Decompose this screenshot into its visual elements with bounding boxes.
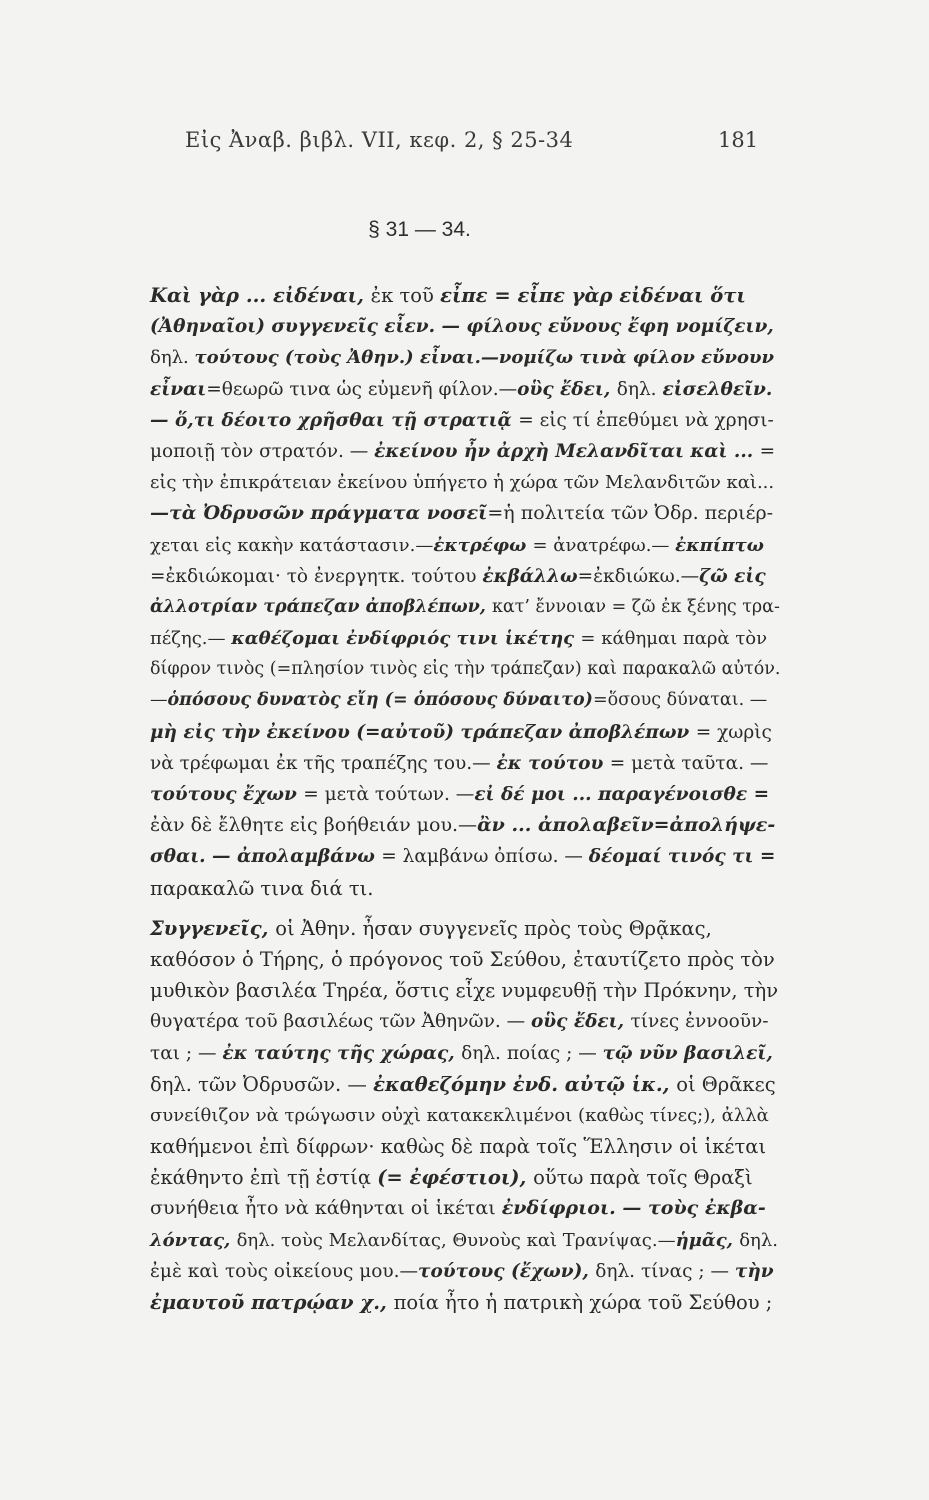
- text-line: [150, 498, 774, 529]
- text-line: [150, 841, 776, 872]
- text-line: [150, 1131, 765, 1162]
- lemma-text: ἐμαυτοῦ πατρῴαν χ.,: [150, 1291, 394, 1314]
- text-line: [150, 1162, 765, 1193]
- text-line: [150, 810, 776, 841]
- text-line: [150, 623, 768, 654]
- text-line: [150, 1193, 765, 1224]
- lemma-text: (= ἐφέστιοι),: [377, 1166, 534, 1190]
- lemma-text: εἰ δέ μοι ... παραγένοισθε =: [474, 784, 770, 805]
- gloss-text: =ἡ πολιτεία τῶν Ὀδρ. περιέρ-: [487, 502, 774, 525]
- gloss-text: πέζης.—: [150, 628, 232, 650]
- section-heading-text: § 31 — 34.: [368, 218, 471, 241]
- gloss-text: ἐκ τοῦ: [370, 284, 441, 307]
- gloss-text: οἱ Ἀθην. ἦσαν συγγενεῖς πρὸς τοὺς Θρᾷκας,: [275, 916, 712, 940]
- text-line: [150, 717, 772, 748]
- lemma-text: ἐκ τούτου: [496, 752, 610, 774]
- text-line: [150, 374, 773, 405]
- lemma-text: ἐκπίπτω: [675, 534, 764, 556]
- lemma-text: ἐκ ταύτης τῆς χώρας,: [222, 1042, 462, 1064]
- gloss-text: εἰς τὴν ἐπικράτειαν ἐκείνου ὑπήγετο ἡ χώρα τῶν Μελανδιτῶν καὶ...: [150, 472, 775, 494]
- gloss-text: μυθικὸν βασιλέα Τηρέα, ὅστις εἶχε νυμφευθῇ τὴν Πρόκνην, τὴν: [150, 979, 779, 1003]
- lemma-text: ἐκείνου ἦν ἀρχὴ Μελανδῖται καὶ ...: [374, 440, 760, 462]
- lemma-text: ὁπόσους δυνατὸς εἴη (= ὁπόσους δύναιτο): [167, 690, 593, 711]
- text-line: [150, 436, 776, 467]
- text-line: [150, 873, 765, 904]
- gloss-text: = μετὰ τούτων. —: [303, 784, 475, 805]
- gloss-text: = κάθημαι παρὰ τὸν: [580, 628, 768, 650]
- gloss-text: τίνες ἐννοοῦν-: [630, 1011, 769, 1033]
- text-line: [150, 467, 775, 498]
- lemma-text: ἐνδίφριοι. — τοὺς ἐκβα-: [501, 1197, 766, 1220]
- lemma-text: —τὰ Ὀδρυσῶν πράγματα νοσεῖ: [150, 502, 488, 525]
- text-line: [150, 1287, 773, 1318]
- text-line: [150, 1100, 769, 1131]
- gloss-text: ἐκάθηντο ἐπὶ τῇ ἑστίᾳ: [150, 1166, 378, 1190]
- text-line: [150, 342, 774, 373]
- gloss-text: δηλ.: [150, 347, 195, 369]
- gloss-text: ται ; —: [150, 1042, 223, 1064]
- gloss-text: =θεωρῶ τινα ὡς εὐμενῆ φίλον.—: [206, 378, 518, 400]
- gloss-text: θυγατέρα τοῦ βασιλέως τῶν Ἀθηνῶν. —: [150, 1011, 531, 1033]
- gloss-text: =ὅσους δύναται. —: [592, 690, 768, 711]
- gloss-text: δηλ. ποίας ; —: [461, 1042, 603, 1064]
- lemma-text: εἶναι: [150, 378, 207, 400]
- gloss-text: =ἐκδιώκομαι· τὸ ἐνεργητκ. τούτου: [150, 565, 483, 587]
- gloss-text: = μετὰ ταῦτα. —: [609, 752, 769, 774]
- gloss-text: =ἐκδιώκω.—: [577, 565, 700, 587]
- lemma-text: δέομαί τινός τι =: [588, 846, 776, 868]
- text-line: [150, 592, 780, 623]
- gloss-text: οὕτω παρὰ τοῖς Θραξὶ: [533, 1166, 753, 1190]
- text-line: [150, 530, 765, 561]
- text-line: [150, 685, 768, 716]
- section-heading: [0, 218, 929, 242]
- gloss-text: = ἀνατρέφω.—: [532, 534, 676, 556]
- commentary-paragraph-2: [150, 913, 779, 1318]
- text-line: [150, 748, 769, 779]
- page-number: 181: [718, 128, 759, 152]
- text-line: [150, 280, 765, 311]
- lemma-text: — ὅ,τι δέοιτο χρῆσθαι τῇ στρατιᾷ: [150, 409, 519, 431]
- text-line: [150, 654, 781, 685]
- text-line: [150, 779, 770, 810]
- lemma-text: ἀλλοτρίαν τράπεζαν ἀποβλέπων,: [150, 596, 492, 617]
- text-line: [150, 975, 779, 1006]
- lemma-text: εἰσελθεῖν.: [662, 378, 773, 400]
- lemma-text: τὴν: [734, 1260, 774, 1282]
- lemma-text: μὴ εἰς τὴν ἐκείνου (=αὐτοῦ) τράπεζαν ἀποβλέπων: [150, 721, 696, 743]
- text-line: [150, 1225, 778, 1256]
- gloss-text: δηλ.: [616, 378, 663, 400]
- gloss-text: ἐμὲ καὶ τοὺς οἰκείους μου.—: [150, 1260, 419, 1282]
- gloss-text: παρακαλῶ τινα διά τι.: [150, 876, 374, 900]
- text-line: [150, 311, 774, 342]
- gloss-text: δηλ.: [739, 1229, 778, 1251]
- gloss-text: συνήθεια ἦτο νὰ κάθηνται οἱ ἱκέται: [150, 1197, 502, 1220]
- lemma-text: σθαι. — ἀπολαμβάνω: [150, 846, 382, 868]
- lemma-text: οὓς ἔδει,: [530, 1011, 631, 1033]
- running-head: Εἰς Ἀναβ. βιβλ. VII, κεφ. 2, § 25-34: [185, 128, 574, 152]
- lemma-text: (Ἀθηναῖοι) συγγενεῖς εἶεν. — φίλους εὔνους ἔφη νομίζειν,: [150, 316, 774, 338]
- gloss-text: δηλ. τίνας ; —: [595, 1260, 735, 1282]
- lemma-text: ἡμᾶς,: [675, 1229, 740, 1251]
- lemma-text: ἐκαθεζόμην ἐνδ. αὐτῷ ἱκ.,: [373, 1072, 677, 1096]
- gloss-text: καθήμενοι ἐπὶ δίφρων· καθὼς δὲ παρὰ τοῖς Ἕλλησιν οἱ ἱκέται: [150, 1135, 767, 1159]
- gloss-text: = εἰς τί ἐπεθύμει νὰ χρησι-: [518, 409, 774, 431]
- text-line: [150, 1006, 769, 1037]
- commentary-paragraph-1: [150, 280, 781, 904]
- text-line: [150, 913, 765, 944]
- lemma-text: ἐκβάλλω: [482, 565, 578, 587]
- commentary-body: [150, 280, 781, 1318]
- text-line: [150, 944, 775, 975]
- gloss-text: οἱ Θρᾶκες: [676, 1072, 776, 1096]
- gloss-text: —: [150, 690, 168, 711]
- lemma-text: Καὶ γὰρ ... εἰδέναι,: [150, 284, 371, 307]
- gloss-text: μοποιῇ τὸν στρατόν. —: [150, 440, 375, 462]
- lemma-text: καθέζομαι ἐνδίφριός τινι ἱκέτης: [231, 628, 581, 650]
- lemma-text: τούτους ἔχων: [150, 784, 304, 805]
- lemma-text: οὓς ἔδει,: [517, 378, 617, 400]
- text-line: [150, 1256, 774, 1287]
- gloss-text: δίφρον τινὸς (=πλησίον τινὸς εἰς τὴν τράπεζαν) καὶ παρακαλῶ αὐτόν.: [150, 659, 781, 680]
- gloss-text: δηλ. τῶν Ὀδρυσῶν. —: [150, 1072, 374, 1096]
- gloss-text: ποία ἦτο ἡ πατρικὴ χώρα τοῦ Σεύθου ;: [393, 1291, 773, 1314]
- lemma-text: Συγγενεῖς,: [150, 916, 276, 940]
- gloss-text: ἐὰν δὲ ἔλθητε εἰς βοήθειάν μου.—: [150, 814, 478, 837]
- gloss-text: = λαμβάνω ὀπίσω. —: [381, 846, 589, 868]
- page-header: [0, 128, 929, 158]
- lemma-text: τούτους (τοὺς Ἀθην.) εἶναι.—νομίζω τινὰ φίλον εὔνουν: [194, 347, 774, 369]
- gloss-text: χεται εἰς κακὴν κατάστασιν.—: [150, 534, 434, 556]
- lemma-text: ζῶ εἰς: [699, 565, 766, 587]
- gloss-text: νὰ τρέφωμαι ἐκ τῆς τραπέζης του.—: [150, 752, 497, 774]
- gloss-text: συνείθιζον νὰ τρώγωσιν οὐχὶ κατακεκλιμένοι (καθὼς τίνες;), ἀλλὰ: [150, 1104, 769, 1126]
- text-line: [150, 405, 774, 436]
- gloss-text: καθόσον ὁ Τήρης, ὁ πρόγονος τοῦ Σεύθου, ἐταυτίζετο πρὸς τὸν: [150, 947, 775, 971]
- gloss-text: κατ’ ἔννοιαν = ζῶ ἐκ ξένης τρα-: [491, 596, 780, 617]
- lemma-text: ἂν ... ἀπολαβεῖν=ἀπολήψε-: [477, 814, 776, 837]
- gloss-text: = χωρὶς: [695, 721, 772, 743]
- text-line: [150, 561, 765, 592]
- text-line: [150, 1038, 773, 1069]
- lemma-text: λόντας,: [150, 1229, 237, 1251]
- lemma-text: τούτους (ἔχων),: [418, 1260, 596, 1282]
- gloss-text: =: [759, 440, 776, 462]
- gloss-text: δηλ. τοὺς Μελανδίτας, Θυνοὺς καὶ Τρανίψας.—: [236, 1229, 676, 1251]
- lemma-text: ἐκτρέφω: [433, 534, 533, 556]
- text-line: [150, 1069, 776, 1100]
- lemma-text: εἶπε = εἶπε γὰρ εἰδέναι ὅτι: [440, 284, 746, 307]
- lemma-text: τῷ νῦν βασιλεῖ,: [602, 1042, 773, 1064]
